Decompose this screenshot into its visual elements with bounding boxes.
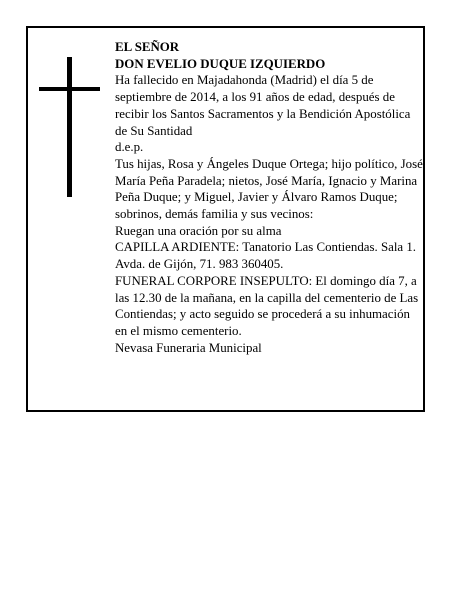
family-list: Tus hijas, Rosa y Ángeles Duque Ortega; hijo político, José María Peña Paradela; nietos, José María, Ignacio y Marina Peña Duque; y Miguel, Javier y Álvaro Ramos Duque; sobrinos, demás familia y sus vecinos:: [115, 156, 423, 222]
cross-horizontal-bar: [39, 87, 100, 91]
rip-text: d.e.p.: [115, 140, 144, 155]
obituary-notice: [26, 26, 425, 412]
notice-heading: EL SEÑOR: [115, 40, 180, 54]
funeral-info: FUNERAL CORPORE INSEPULTO: El domingo día 7, a las 12.30 de la mañana, en la capilla del cementerio de Las Contiendas; y acto seguido se procederá a su inhumación en el mismo cementerio.: [115, 273, 419, 338]
funeral-home: Nevasa Funeraria Municipal: [115, 340, 262, 355]
chapel-info: CAPILLA ARDIENTE: Tanatorio Las Contiendas. Sala 1. Avda. de Gijón, 71. 983 360405.: [115, 240, 417, 272]
death-notice: Ha fallecido en Majadahonda (Madrid) el día 5 de septiembre de 2014, a los 91 años de edad, después de recibir los Santos Sacramentos y la Bendición Apostólica de Su Santidad: [115, 73, 411, 138]
cross-vertical-bar: [67, 57, 72, 197]
notice-text: [115, 39, 423, 356]
deceased-name: DON EVELIO DUQUE IZQUIERDO: [115, 56, 326, 71]
prayer-request: Ruegan una oración por su alma: [115, 223, 282, 238]
